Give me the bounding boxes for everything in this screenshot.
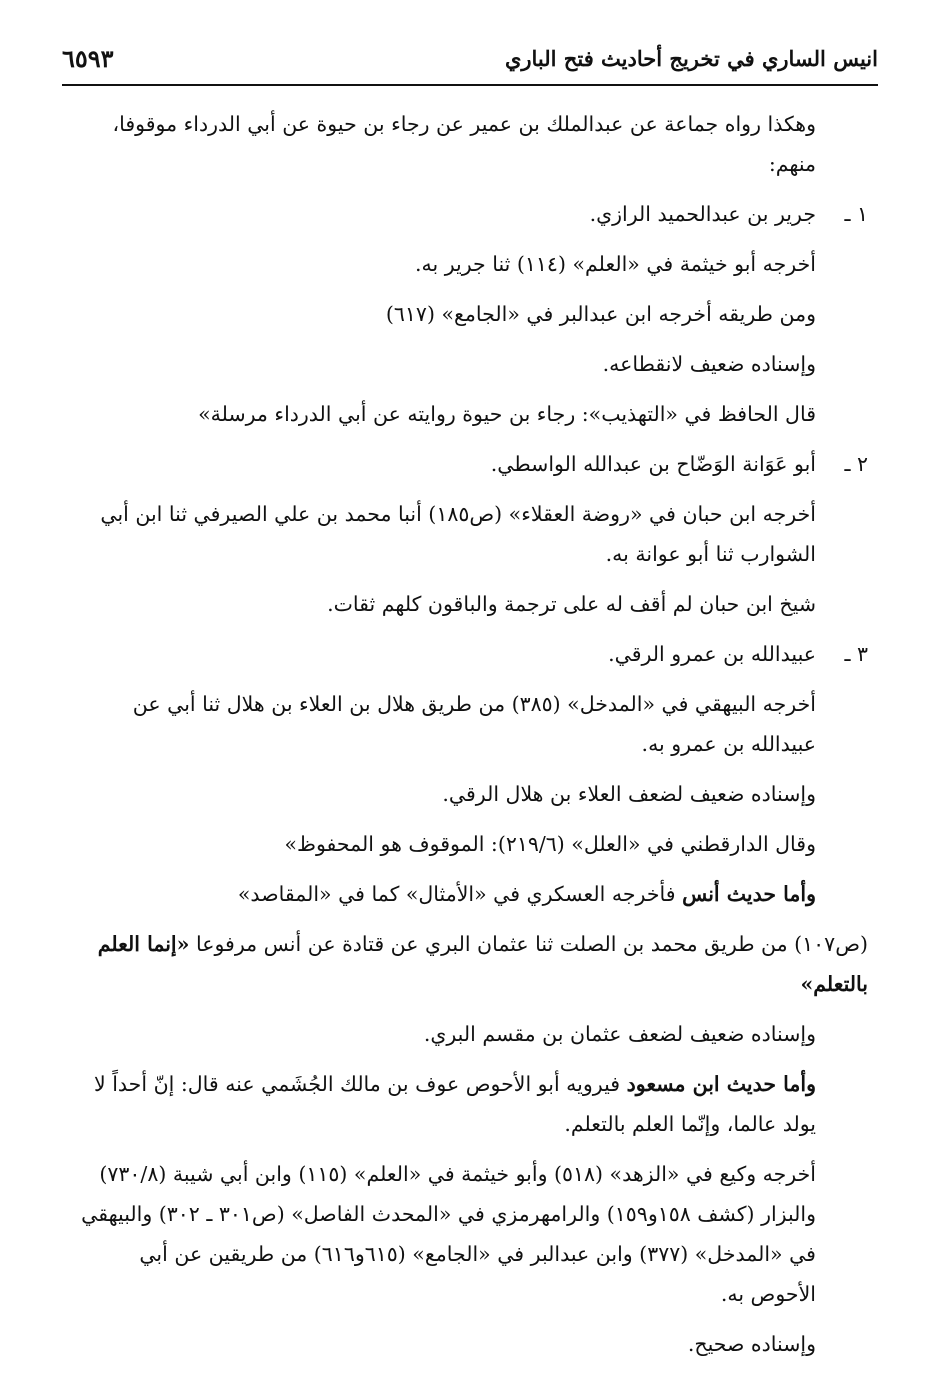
intro-paragraph: وهكذا رواه جماعة عن عبدالملك بن عمير عن رجاء بن حيوة عن أبي الدرداء موقوفا، منهم: xyxy=(112,112,816,176)
item-1-name: جرير بن عبدالحميد الرازي. xyxy=(589,202,816,226)
ibn-masud-paragraph: أخرجه وكيع في «الزهد» (٥١٨) وأبو خيثمة في «العلم» (١١٥) وابن أبي شيبة (٧٣٠/٨) والبزار (كشف ١٥٨و١٥٩) والرامهرمزي في «المحدث الفاصل» (ص٣٠١ ـ ٣٠٢) والبيهقي في «المدخل» (٣٧٧) وابن عبدالبر في «الجامع» (٦١٥و٦١٦) من طريقين عن أبي الأحوص به. xyxy=(81,1162,816,1306)
page-number: ٦٥٩٣ xyxy=(62,43,114,73)
item-2-number: ٢ ـ xyxy=(844,452,868,476)
page-body xyxy=(72,104,868,1364)
anas-note: وإسناده ضعيف لضعف عثمان بن مقسم البري. xyxy=(423,1022,816,1046)
item-3-number: ٣ ـ xyxy=(844,642,868,666)
ibn-masud-rest: فيرويه أبو الأحوص عوف بن مالك الجُشَمي عنه قال: إنّ أحداً لا يولد عالما، وإنّما العلم بالتعلم. xyxy=(94,1072,816,1136)
item-2-paragraph: أخرجه ابن حبان في «روضة العقلاء» (ص١٨٥) أنبا محمد بن علي الصيرفي ثنا ابن أبي الشوارب ثنا أبو عوانة به. xyxy=(100,502,816,566)
item-2-note: شيخ ابن حبان لم أقف له على ترجمة والباقون كلهم ثقات. xyxy=(327,592,816,616)
anas-heading xyxy=(72,874,868,914)
item-1-number: ١ ـ xyxy=(844,202,868,226)
anas-quote: «إنما العلم بالتعلم» xyxy=(97,932,868,996)
item-1-line-2: ومن طريقه أخرجه ابن عبدالبر في «الجامع» (٦١٧) xyxy=(385,302,816,326)
anas-text: (ص١٠٧) من طريق محمد بن الصلت ثنا عثمان البري عن قتادة عن أنس مرفوعا xyxy=(195,932,868,956)
item-1-line-1: أخرجه أبو خيثمة في «العلم» (١١٤) ثنا جرير به. xyxy=(415,252,816,276)
item-3-line-2: وقال الدارقطني في «العلل» (٢١٩/٦): الموقوف هو المحفوظ» xyxy=(284,832,816,856)
item-3-name: عبيدالله بن عمرو الرقي. xyxy=(608,642,816,666)
item-2-heading xyxy=(72,444,868,484)
item-2-name: أبو عَوَانة الوَضّاح بن عبدالله الواسطي. xyxy=(490,452,816,476)
item-3-line-1: وإسناده ضعيف لضعف العلاء بن هلال الرقي. xyxy=(442,782,816,806)
anas-rest: فأخرجه العسكري في «الأمثال» كما في «المقاصد» xyxy=(237,882,676,906)
page-header xyxy=(62,38,878,78)
item-1-heading xyxy=(72,194,868,234)
ibn-masud-heading xyxy=(72,1064,868,1144)
anas-paragraph xyxy=(72,924,868,1004)
item-3-heading xyxy=(72,634,868,674)
ibn-masud-note: وإسناده صحيح. xyxy=(687,1332,816,1356)
item-1-line-4: قال الحافظ في «التهذيب»: رجاء بن حيوة روايته عن أبي الدرداء مرسلة» xyxy=(198,402,816,426)
header-rule xyxy=(62,84,878,86)
item-1-line-3: وإسناده ضعيف لانقطاعه. xyxy=(602,352,816,376)
ibn-masud-bold: وأما حديث ابن مسعود xyxy=(626,1072,816,1096)
anas-bold: وأما حديث أنس xyxy=(682,882,816,906)
book-title: انيس الساري في تخريج أحاديث فتح الباري xyxy=(504,45,878,71)
item-3-paragraph: أخرجه البيهقي في «المدخل» (٣٨٥) من طريق هلال بن العلاء بن هلال ثنا أبي عن عبيدالله بن عمرو به. xyxy=(132,692,816,756)
